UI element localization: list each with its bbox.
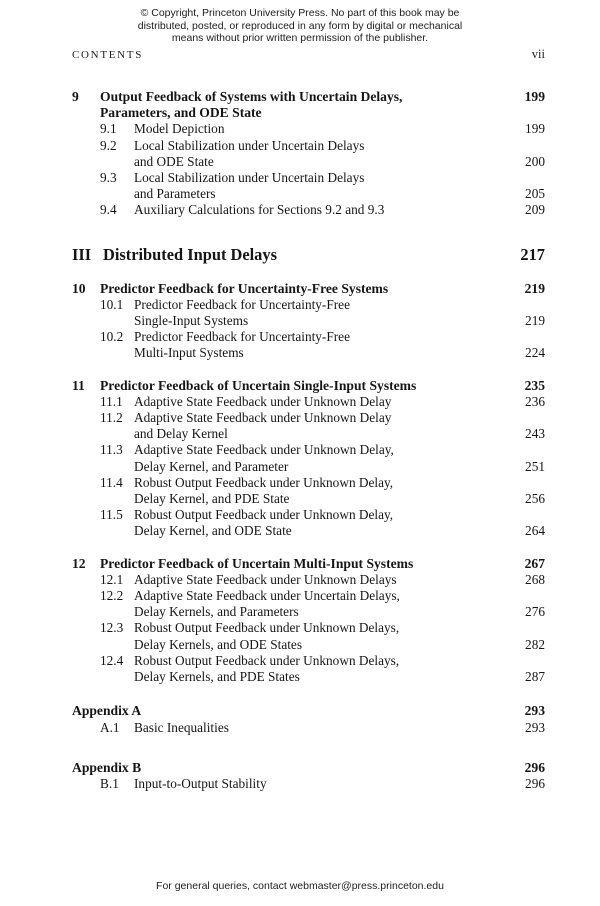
section-number: B.1 [100,775,119,791]
chapter-page-number: 267 [524,555,545,571]
section-page-number: 276 [525,604,545,620]
section-number: 11.2 [100,410,123,426]
section-page-number: 199 [525,121,545,137]
section-title-continued: Delay Kernels, and ODE States [134,636,303,652]
section-number: 9.3 [100,170,117,186]
copyright-line: distributed, posted, or reproduced in any form by digital or mechanical [137,19,463,32]
toc-section-row [72,345,545,361]
toc-section-row [72,459,545,475]
section-page-number: 251 [525,458,545,474]
toc-section-row [72,475,545,491]
section-number: 9.2 [100,137,117,153]
section-page-number: 219 [525,313,545,329]
toc-part-heading [72,245,545,265]
section-page-number: 268 [525,571,545,587]
section-number: 9.4 [100,202,117,218]
toc-section-row [72,720,545,736]
chapter-heading-line [72,281,545,297]
section-title: Model Depiction [134,121,225,137]
section-title: Predictor Feedback for Uncertainty-Free [134,296,350,312]
section-title-continued: Delay Kernel, and ODE State [134,523,292,539]
chapter-title: Output Feedback of Systems with Uncertain Delays, [100,89,403,104]
appendix-page-number: 293 [524,703,545,719]
toc-section-row [72,491,545,507]
chapter-heading-line [72,556,545,572]
section-number: 9.1 [100,121,117,137]
appendix-page-number: 296 [524,759,545,775]
section-number: 12.1 [100,571,124,587]
toc-section-row [72,572,545,588]
section-number: 10.2 [100,329,124,345]
footer-query-note: For general queries, contact webmaster@press.princeton.edu [156,880,444,892]
chapter-page-number: 199 [524,89,545,104]
section-page-number: 296 [525,775,545,791]
section-title-continued: Delay Kernels, and PDE States [134,669,300,685]
section-page-number: 256 [525,491,545,507]
chapter-heading-line [72,89,545,105]
section-number: 12.3 [100,620,124,636]
section-title-continued: and ODE State [134,153,214,169]
section-page-number: 236 [525,393,545,409]
section-number: 12.2 [100,588,124,604]
section-title: Basic Inequalities [134,719,229,735]
section-title: Robust Output Feedback under Unknown Delay, [134,507,394,523]
section-page-number: 205 [525,186,545,202]
toc-section-row [72,329,545,345]
section-title-continued: Delay Kernel, and PDE State [134,491,290,507]
chapter-title: Predictor Feedback for Uncertainty-Free Systems [100,280,389,296]
section-title-continued: Single-Input Systems [134,313,249,329]
page-folio: vii [531,47,545,61]
chapter-number: 9 [72,89,79,104]
section-number: 10.1 [100,296,124,312]
chapter-heading-line [72,105,545,121]
section-title: Local Stabilization under Uncertain Delays [134,137,365,153]
toc-section-row [72,186,545,202]
section-title-continued: and Parameters [134,186,216,202]
section-title: Local Stabilization under Uncertain Delays [134,170,365,186]
section-page-number: 293 [525,719,545,735]
toc-section-row [72,313,545,329]
toc-section-row [72,410,545,426]
chapter-page-number: 235 [524,377,545,393]
section-title-continued: and Delay Kernel [134,426,228,442]
toc-section-row [72,170,545,186]
toc-section-row [72,154,545,170]
section-page-number: 224 [525,345,545,361]
part-title: Distributed Input Delays [103,244,277,264]
chapter-heading-line [72,378,545,394]
toc-section-row [72,202,545,218]
toc-section-row [72,653,545,669]
section-title: Robust Output Feedback under Unknown Delays, [134,652,400,668]
toc-section-row [72,442,545,458]
chapter-title: Predictor Feedback of Uncertain Multi-Input Systems [100,555,414,571]
running-header [72,47,545,62]
part-number: III [72,244,92,264]
part-page-number: 217 [520,244,545,264]
toc-section-row [72,669,545,685]
section-page-number: 287 [525,669,545,685]
toc-section-row [72,588,545,604]
section-title: Adaptive State Feedback under Unknown Delay [134,410,392,426]
toc-section-row [72,121,545,137]
section-title-continued: Multi-Input Systems [134,345,244,361]
chapter-page-number: 219 [524,280,545,296]
section-page-number: 209 [525,202,545,218]
section-title: Predictor Feedback for Uncertainty-Free [134,329,350,345]
section-title: Robust Output Feedback under Unknown Delay, [134,474,394,490]
section-number: 12.4 [100,652,124,668]
toc-section-row [72,776,545,792]
toc-section-row [72,297,545,313]
chapter-title-continued: Parameters, and ODE State [100,105,262,121]
copyright-line: © Copyright, Princeton University Press. No part of this book may be [140,7,460,19]
toc-entry-appendix-a [72,703,545,735]
section-number: 11.1 [100,393,123,409]
toc-entry-chapter-11 [72,378,545,540]
toc-section-row [72,637,545,653]
chapter-title: Predictor Feedback of Uncertain Single-Input Systems [100,377,417,393]
toc-entry-chapter-12 [72,556,545,686]
section-title-continued: Delay Kernels, and Parameters [134,604,299,620]
table-of-contents [72,89,545,792]
toc-entry-appendix-b [72,760,545,792]
section-title: Adaptive State Feedback under Uncertain Delays, [134,588,400,604]
section-title: Adaptive State Feedback under Unknown Delays [134,571,397,587]
copyright-notice [0,7,600,45]
section-title: Auxiliary Calculations for Sections 9.2 and 9.3 [134,202,385,218]
section-page-number: 243 [525,426,545,442]
section-page-number: 200 [525,153,545,169]
appendix-heading-line [72,760,545,776]
appendix-heading-line [72,703,545,719]
section-number: 11.4 [100,474,123,490]
section-title: Robust Output Feedback under Unknown Delays, [134,620,400,636]
section-page-number: 264 [525,523,545,539]
section-number: 11.5 [100,507,123,523]
copyright-line: means without prior written permission of the publisher. [171,32,429,45]
chapter-number: 10 [72,280,86,296]
toc-section-row [72,620,545,636]
toc-entry-chapter-9 [72,89,545,219]
toc-section-row [72,507,545,523]
toc-section-row [72,394,545,410]
contents-label: CONTENTS [72,49,144,61]
section-title: Adaptive State Feedback under Unknown Delay, [134,442,394,458]
toc-section-row [72,604,545,620]
section-title-continued: Delay Kernel, and Parameter [134,458,289,474]
toc-section-row [72,523,545,539]
chapter-number: 12 [72,555,86,571]
appendix-title: Appendix B [72,759,142,775]
chapter-number: 11 [72,377,85,393]
section-title: Adaptive State Feedback under Unknown Delay [134,393,392,409]
toc-section-row [72,426,545,442]
section-number: A.1 [100,719,120,735]
section-page-number: 282 [525,636,545,652]
section-title: Input-to-Output Stability [134,775,267,791]
section-number: 11.3 [100,442,123,458]
toc-entry-chapter-10 [72,281,545,362]
toc-section-row [72,138,545,154]
appendix-title: Appendix A [72,703,142,719]
